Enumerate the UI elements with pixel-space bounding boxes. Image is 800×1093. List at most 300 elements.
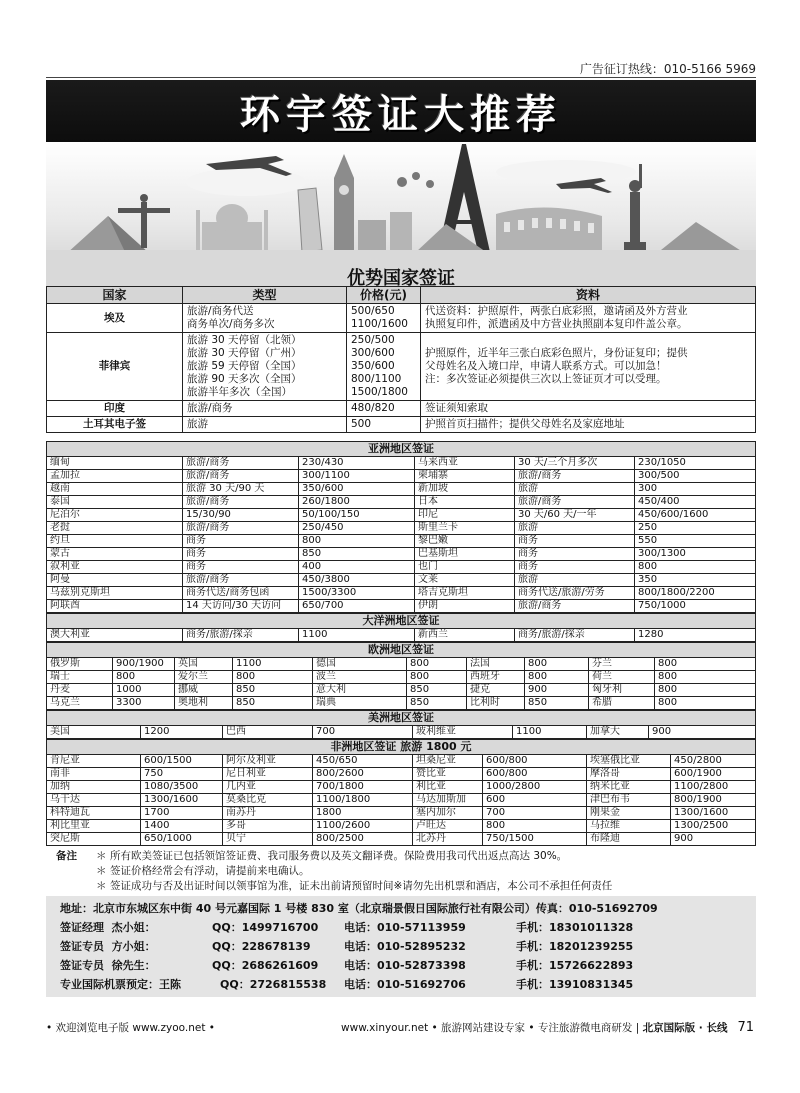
country-name: 芬兰 <box>589 658 655 671</box>
visa-requirements <box>421 333 756 401</box>
visa-price: 1500/3300 <box>299 587 415 600</box>
visa-price: 1300/1600 <box>671 807 756 820</box>
price-line: 1500/1800 <box>351 386 408 398</box>
visa-type: 商务 <box>183 561 299 574</box>
country-name: 马达加斯加 <box>413 794 483 807</box>
country-name: 几内亚 <box>223 781 313 794</box>
visa-type-line: 商务单次/商务多次 <box>187 318 275 330</box>
footer-ebook-link[interactable]: • 欢迎浏览电子版 www.zyoo.net • <box>46 1022 215 1034</box>
country-name: 乌干达 <box>47 794 141 807</box>
visa-price: 1000/2800 <box>483 781 587 794</box>
visa-price: 600/1900 <box>671 768 756 781</box>
country-name: 意大利 <box>313 684 407 697</box>
country-name: 巴西 <box>223 726 313 739</box>
contact-role: 签证经理 <box>60 921 104 934</box>
section-header-oceania: 大洋洲地区签证 <box>47 614 756 629</box>
visa-price: 1100/1800 <box>313 794 413 807</box>
country-name: 莫桑比克 <box>223 794 313 807</box>
visa-type-line: 旅游 90 天多次（全国） <box>187 373 302 385</box>
country-name: 赞比亚 <box>413 768 483 781</box>
star-icon: ＊ <box>96 865 107 877</box>
country-name: 马拉维 <box>587 820 671 833</box>
country-name: 孟加拉 <box>47 470 183 483</box>
visa-price: 300 <box>635 483 756 496</box>
contact-role: 专业国际机票预定：王陈 <box>60 978 181 991</box>
price-line: 1100/1600 <box>351 318 408 330</box>
visa-price: 300/1300 <box>635 548 756 561</box>
visa-requirements <box>421 304 756 333</box>
price-line: 500/650 <box>351 305 395 317</box>
visa-price: 750/1000 <box>635 600 756 613</box>
visa-prices <box>347 304 421 333</box>
visa-price: 800 <box>233 671 313 684</box>
featured-visa-table <box>46 286 756 433</box>
page-title: 环宇签证大推荐 <box>240 91 562 138</box>
visa-price: 1300/2500 <box>671 820 756 833</box>
visa-price: 850 <box>299 548 415 561</box>
visa-price: 900/1900 <box>113 658 175 671</box>
contact-row <box>60 918 742 937</box>
visa-type: 旅游 30 天/90 天 <box>183 483 299 496</box>
price-line: 300/600 <box>351 347 395 359</box>
country-name: 多哥 <box>223 820 313 833</box>
colosseum-icon <box>496 207 602 252</box>
country-name: 乌兹别克斯坦 <box>47 587 183 600</box>
visa-type: 商务代送/旅游/劳务 <box>515 587 635 600</box>
visa-type: 商务/旅游/探亲 <box>515 629 635 642</box>
visa-price: 450/650 <box>313 755 413 768</box>
country-name: 文莱 <box>415 574 515 587</box>
page-number: 71 <box>737 1020 754 1035</box>
visa-price: 450/3800 <box>299 574 415 587</box>
visa-type: 商务/旅游/探亲 <box>183 629 299 642</box>
country-name: 约旦 <box>47 535 183 548</box>
visa-price: 650/1000 <box>141 833 223 846</box>
visa-price: 850 <box>233 684 313 697</box>
country-name: 新西兰 <box>415 629 515 642</box>
country-name: 荷兰 <box>589 671 655 684</box>
visa-price: 750 <box>141 768 223 781</box>
title-bar <box>46 80 756 142</box>
country-name: 俄罗斯 <box>47 658 113 671</box>
table-row-philippines <box>47 333 756 401</box>
visa-price: 800 <box>655 671 756 684</box>
notes-block <box>46 846 756 896</box>
visa-price: 1300/1600 <box>141 794 223 807</box>
country-name: 阿曼 <box>47 574 183 587</box>
visa-requirements: 签证须知索取 <box>421 401 756 417</box>
footer-site-info: www.xinyour.net • 旅游网站建设专家 • 专注旅游微电商研发 <box>341 1022 633 1034</box>
visa-price: 400 <box>299 561 415 574</box>
country-name: 马来西亚 <box>415 457 515 470</box>
country-name: 南苏丹 <box>223 807 313 820</box>
visa-price: 850 <box>525 697 589 710</box>
table-row-india <box>47 401 756 417</box>
visa-price: 350 <box>635 574 756 587</box>
visa-price: 1280 <box>635 629 756 642</box>
header-price: 价格(元) <box>347 287 421 304</box>
country-name: 瑞典 <box>313 697 407 710</box>
contact-qq: QQ：1499716700 <box>212 921 319 934</box>
info-line: 注：多次签证必须提供三次以上签证页才可以受理。 <box>425 373 667 385</box>
visa-price: 550 <box>635 535 756 548</box>
country-name: 尼日利亚 <box>223 768 313 781</box>
contact-phone: 电话：010-52873398 <box>344 959 466 972</box>
visa-type-line: 旅游 30 天停留（北领） <box>187 334 302 346</box>
visa-price: 300/1100 <box>299 470 415 483</box>
visa-price: 1200 <box>141 726 223 739</box>
taj-mahal-icon <box>196 204 268 252</box>
star-icon: ＊ <box>96 880 107 892</box>
price-line: 250/500 <box>351 334 395 346</box>
country-name: 也门 <box>415 561 515 574</box>
header-country: 国家 <box>47 287 183 304</box>
table-row <box>47 548 756 561</box>
visa-price: 480/820 <box>347 401 421 417</box>
visa-type: 旅游/商务 <box>183 522 299 535</box>
table-row <box>47 457 756 470</box>
country-name: 乌克兰 <box>47 697 113 710</box>
country-name: 柬埔寨 <box>415 470 515 483</box>
visa-type: 旅游 <box>515 483 635 496</box>
visa-price: 700 <box>313 726 413 739</box>
visa-type: 旅游/商务 <box>183 401 347 417</box>
visa-price: 850 <box>407 697 467 710</box>
visa-price: 750/1500 <box>483 833 587 846</box>
notes-label: 备注 <box>56 850 77 862</box>
country-name: 阿联酋 <box>47 600 183 613</box>
table-row <box>47 684 756 697</box>
company-address: 地址：北京市东城区东中街 40 号元嘉国际 1 号楼 830 室（北京瑞景假日国际旅行社有限公司）传真：010-51692709 <box>60 902 658 915</box>
info-line: 父母姓名及入境口岸，申请人联系方式。可以加急！ <box>425 360 667 372</box>
visa-price: 50/100/150 <box>299 509 415 522</box>
country-name: 捷克 <box>467 684 525 697</box>
visa-price: 700 <box>483 807 587 820</box>
country-name: 越南 <box>47 483 183 496</box>
country-name: 津巴布韦 <box>587 794 671 807</box>
table-row <box>47 658 756 671</box>
visa-price: 350/600 <box>299 483 415 496</box>
country-name: 加拿大 <box>587 726 649 739</box>
country-name: 奥地利 <box>175 697 233 710</box>
country-name: 巴基斯坦 <box>415 548 515 561</box>
visa-type-line: 旅游 59 天停留（全国） <box>187 360 302 372</box>
visa-price: 1100/2800 <box>671 781 756 794</box>
visa-price: 700/1800 <box>313 781 413 794</box>
visa-type: 14 天访问/30 天访问 <box>183 600 299 613</box>
country-name: 科特迪瓦 <box>47 807 141 820</box>
country-name: 英国 <box>175 658 233 671</box>
table-row <box>47 600 756 613</box>
country-name: 卢旺达 <box>413 820 483 833</box>
country-name: 瑞士 <box>47 671 113 684</box>
visa-price: 500 <box>347 417 421 433</box>
contact-person: 方小姐： <box>111 940 156 953</box>
country-name: 阿尔及利亚 <box>223 755 313 768</box>
table-row <box>47 535 756 548</box>
price-line: 350/600 <box>351 360 395 372</box>
visa-price: 800/1900 <box>671 794 756 807</box>
country-name: 坦桑尼亚 <box>413 755 483 768</box>
info-line: 执照复印件，派遣函及中方营业执照副本复印件盖公章。 <box>425 318 688 330</box>
footer-edition: 北京国际版 · 长线 <box>642 1022 728 1034</box>
contact-phone: 电话：010-51692706 <box>344 978 466 991</box>
contact-phone: 电话：010-52895232 <box>344 940 466 953</box>
country-name: 印尼 <box>415 509 515 522</box>
country-name: 伊朗 <box>415 600 515 613</box>
visa-price: 1400 <box>141 820 223 833</box>
section-header-africa: 非洲地区签证 旅游 1800 元 <box>47 740 756 755</box>
visa-type: 30 天/60 天/一年 <box>515 509 635 522</box>
visa-requirements: 护照首页扫描件；提供父母姓名及家庭地址 <box>421 417 756 433</box>
country-name: 贝宁 <box>223 833 313 846</box>
header-type: 类型 <box>183 287 347 304</box>
country-name: 希腊 <box>589 697 655 710</box>
top-rule <box>46 77 756 78</box>
visa-price: 250 <box>635 522 756 535</box>
contact-phone: 电话：010-57113959 <box>344 921 466 934</box>
visa-price: 800 <box>407 658 467 671</box>
table-row <box>47 833 756 846</box>
country-name: 德国 <box>313 658 407 671</box>
country-name: 埃塞俄比亚 <box>587 755 671 768</box>
country-name: 丹麦 <box>47 684 113 697</box>
country-name: 塞内加尔 <box>413 807 483 820</box>
country-name: 玻利维亚 <box>413 726 513 739</box>
contact-mobile: 手机：15726622893 <box>516 959 634 972</box>
visa-price: 600 <box>483 794 587 807</box>
visa-price: 1080/3500 <box>141 781 223 794</box>
country-name: 蒙古 <box>47 548 183 561</box>
contact-person: 杰小姐： <box>111 921 156 934</box>
visa-type: 旅游/商务 <box>183 574 299 587</box>
visa-type: 旅游 <box>515 522 635 535</box>
visa-type: 商务 <box>515 548 635 561</box>
visa-types <box>183 304 347 333</box>
price-line: 800/1100 <box>351 373 402 385</box>
country-name: 斯里兰卡 <box>415 522 515 535</box>
visa-price: 1000 <box>113 684 175 697</box>
visa-price: 800/2600 <box>313 768 413 781</box>
visa-price: 1100/2600 <box>313 820 413 833</box>
table-row <box>47 768 756 781</box>
section-header-asia: 亚洲地区签证 <box>47 442 756 457</box>
visa-type: 旅游/商务 <box>183 457 299 470</box>
visa-price: 1800 <box>313 807 413 820</box>
table-row <box>47 629 756 642</box>
country-name: 布隆迪 <box>587 833 671 846</box>
table-header-row <box>47 287 756 304</box>
oceania-visa-table <box>46 613 756 642</box>
visa-price: 800 <box>407 671 467 684</box>
country-name: 老挝 <box>47 522 183 535</box>
visa-type: 商务代送/商务包函 <box>183 587 299 600</box>
country-name: 波兰 <box>313 671 407 684</box>
country-name: 澳大利亚 <box>47 629 183 642</box>
visa-price: 450/600/1600 <box>635 509 756 522</box>
note-item: 签证价格经常会有浮动，请提前来电确认。 <box>110 865 310 877</box>
visa-price: 850 <box>233 697 313 710</box>
table-row <box>47 574 756 587</box>
country-name: 突尼斯 <box>47 833 141 846</box>
visa-price: 260/1800 <box>299 496 415 509</box>
country-name: 匈牙利 <box>589 684 655 697</box>
visa-price: 1100 <box>513 726 587 739</box>
visa-price: 230/430 <box>299 457 415 470</box>
country-name: 比利时 <box>467 697 525 710</box>
table-row <box>47 794 756 807</box>
country-name: 加纳 <box>47 781 141 794</box>
country-name: 日本 <box>415 496 515 509</box>
table-row <box>47 483 756 496</box>
visa-price: 450/2800 <box>671 755 756 768</box>
table-row <box>47 697 756 710</box>
note-item: 签证成功与否及出证时间以领事馆为准，证未出前请预留时间※请勿先出机票和酒店，本公司不承担任何责任 <box>110 880 613 892</box>
table-row-turkey <box>47 417 756 433</box>
big-ben-icon <box>334 154 354 252</box>
info-line: 护照原件，近半年三张白底彩色照片，身份证复印；提供 <box>425 347 688 359</box>
visa-price: 600/800 <box>483 755 587 768</box>
section-header-america: 美洲地区签证 <box>47 711 756 726</box>
table-row <box>47 671 756 684</box>
visa-type: 旅游 <box>515 574 635 587</box>
contact-mobile: 手机：18301011328 <box>516 921 634 934</box>
landmarks-banner <box>46 142 756 286</box>
visa-prices <box>347 333 421 401</box>
star-icon: ＊ <box>96 850 107 862</box>
visa-price: 900 <box>649 726 756 739</box>
country-name: 埃及 <box>47 304 183 333</box>
america-visa-table <box>46 710 756 739</box>
contact-block <box>46 896 756 997</box>
asia-visa-table <box>46 441 756 613</box>
visa-price: 800 <box>525 658 589 671</box>
visa-price: 800 <box>483 820 587 833</box>
visa-price: 250/450 <box>299 522 415 535</box>
country-name: 黎巴嫩 <box>415 535 515 548</box>
visa-type: 商务 <box>183 535 299 548</box>
country-name: 法国 <box>467 658 525 671</box>
europe-visa-table <box>46 642 756 710</box>
visa-price: 900 <box>671 833 756 846</box>
visa-type: 旅游/商务 <box>515 600 635 613</box>
visa-type-line: 旅游/商务代送 <box>187 305 254 317</box>
country-name: 北苏丹 <box>413 833 483 846</box>
visa-price: 1700 <box>141 807 223 820</box>
visa-type: 15/30/90 <box>183 509 299 522</box>
note-item: 所有欧美签证已包括领馆签证费、我司服务费以及英文翻译费。保险费用我司代出返点高达 30%。 <box>110 850 568 862</box>
visa-price: 800 <box>655 697 756 710</box>
visa-type: 旅游/商务 <box>183 470 299 483</box>
visa-price: 800/1800/2200 <box>635 587 756 600</box>
visa-type: 商务 <box>183 548 299 561</box>
visa-price: 900 <box>525 684 589 697</box>
contact-person: 徐先生： <box>111 959 156 972</box>
page-footer <box>46 1020 754 1035</box>
contact-row <box>60 937 742 956</box>
table-row-egypt <box>47 304 756 333</box>
country-name: 土耳其电子签 <box>47 417 183 433</box>
table-row <box>47 470 756 483</box>
visa-price: 800 <box>635 561 756 574</box>
visa-ad-frame <box>46 80 756 1014</box>
table-row <box>47 561 756 574</box>
visa-type: 30 天/三个月多次 <box>515 457 635 470</box>
visa-price: 1100 <box>233 658 313 671</box>
header-info: 资料 <box>421 287 756 304</box>
country-name: 爱尔兰 <box>175 671 233 684</box>
visa-price: 600/1500 <box>141 755 223 768</box>
visa-price: 650/700 <box>299 600 415 613</box>
country-name: 印度 <box>47 401 183 417</box>
africa-visa-table <box>46 739 756 846</box>
visa-price: 3300 <box>113 697 175 710</box>
visa-price: 800 <box>655 658 756 671</box>
country-name: 纳米比亚 <box>587 781 671 794</box>
visa-type: 商务 <box>515 561 635 574</box>
country-name: 挪威 <box>175 684 233 697</box>
country-name: 塔吉克斯坦 <box>415 587 515 600</box>
country-name: 西班牙 <box>467 671 525 684</box>
country-name: 缅甸 <box>47 457 183 470</box>
table-row <box>47 755 756 768</box>
visa-price: 230/1050 <box>635 457 756 470</box>
country-name: 菲律宾 <box>47 333 183 401</box>
visa-price: 300/500 <box>635 470 756 483</box>
country-name: 刚果金 <box>587 807 671 820</box>
country-name: 新加坡 <box>415 483 515 496</box>
table-row <box>47 781 756 794</box>
visa-price: 450/400 <box>635 496 756 509</box>
visa-type-line: 旅游半年多次（全国） <box>187 386 292 398</box>
visa-price: 850 <box>407 684 467 697</box>
table-row <box>47 522 756 535</box>
visa-price: 800 <box>655 684 756 697</box>
visa-type: 商务 <box>515 535 635 548</box>
table-row <box>47 726 756 739</box>
country-name: 利比亚 <box>413 781 483 794</box>
contact-row <box>60 956 742 975</box>
country-name: 尼泊尔 <box>47 509 183 522</box>
country-name: 摩洛哥 <box>587 768 671 781</box>
visa-price: 800/2500 <box>313 833 413 846</box>
table-row <box>47 820 756 833</box>
contact-qq: QQ：2686261609 <box>212 959 319 972</box>
contact-role: 签证专员 <box>60 940 104 953</box>
contact-mobile: 手机：13910831345 <box>516 978 634 991</box>
visa-type: 旅游 <box>183 417 347 433</box>
table-row <box>47 509 756 522</box>
contact-mobile: 手机：18201239255 <box>516 940 634 953</box>
contact-row-ticketing <box>60 975 742 994</box>
country-name: 肯尼亚 <box>47 755 141 768</box>
contact-role: 签证专员 <box>60 959 104 972</box>
visa-type: 旅游/商务 <box>515 496 635 509</box>
table-row <box>47 496 756 509</box>
visa-price: 1100 <box>299 629 415 642</box>
section-header-europe: 欧洲地区签证 <box>47 643 756 658</box>
visa-type-line: 旅游 30 天停留（广州） <box>187 347 302 359</box>
visa-price: 800 <box>299 535 415 548</box>
pisa-tower-icon <box>298 188 322 252</box>
visa-types <box>183 333 347 401</box>
ad-hotline: 广告征订热线：010-5166 5969 <box>579 62 756 76</box>
country-name: 泰国 <box>47 496 183 509</box>
visa-price: 600/800 <box>483 768 587 781</box>
contact-qq: QQ：2726815538 <box>220 978 327 991</box>
visa-price: 800 <box>113 671 175 684</box>
country-name: 叙利亚 <box>47 561 183 574</box>
